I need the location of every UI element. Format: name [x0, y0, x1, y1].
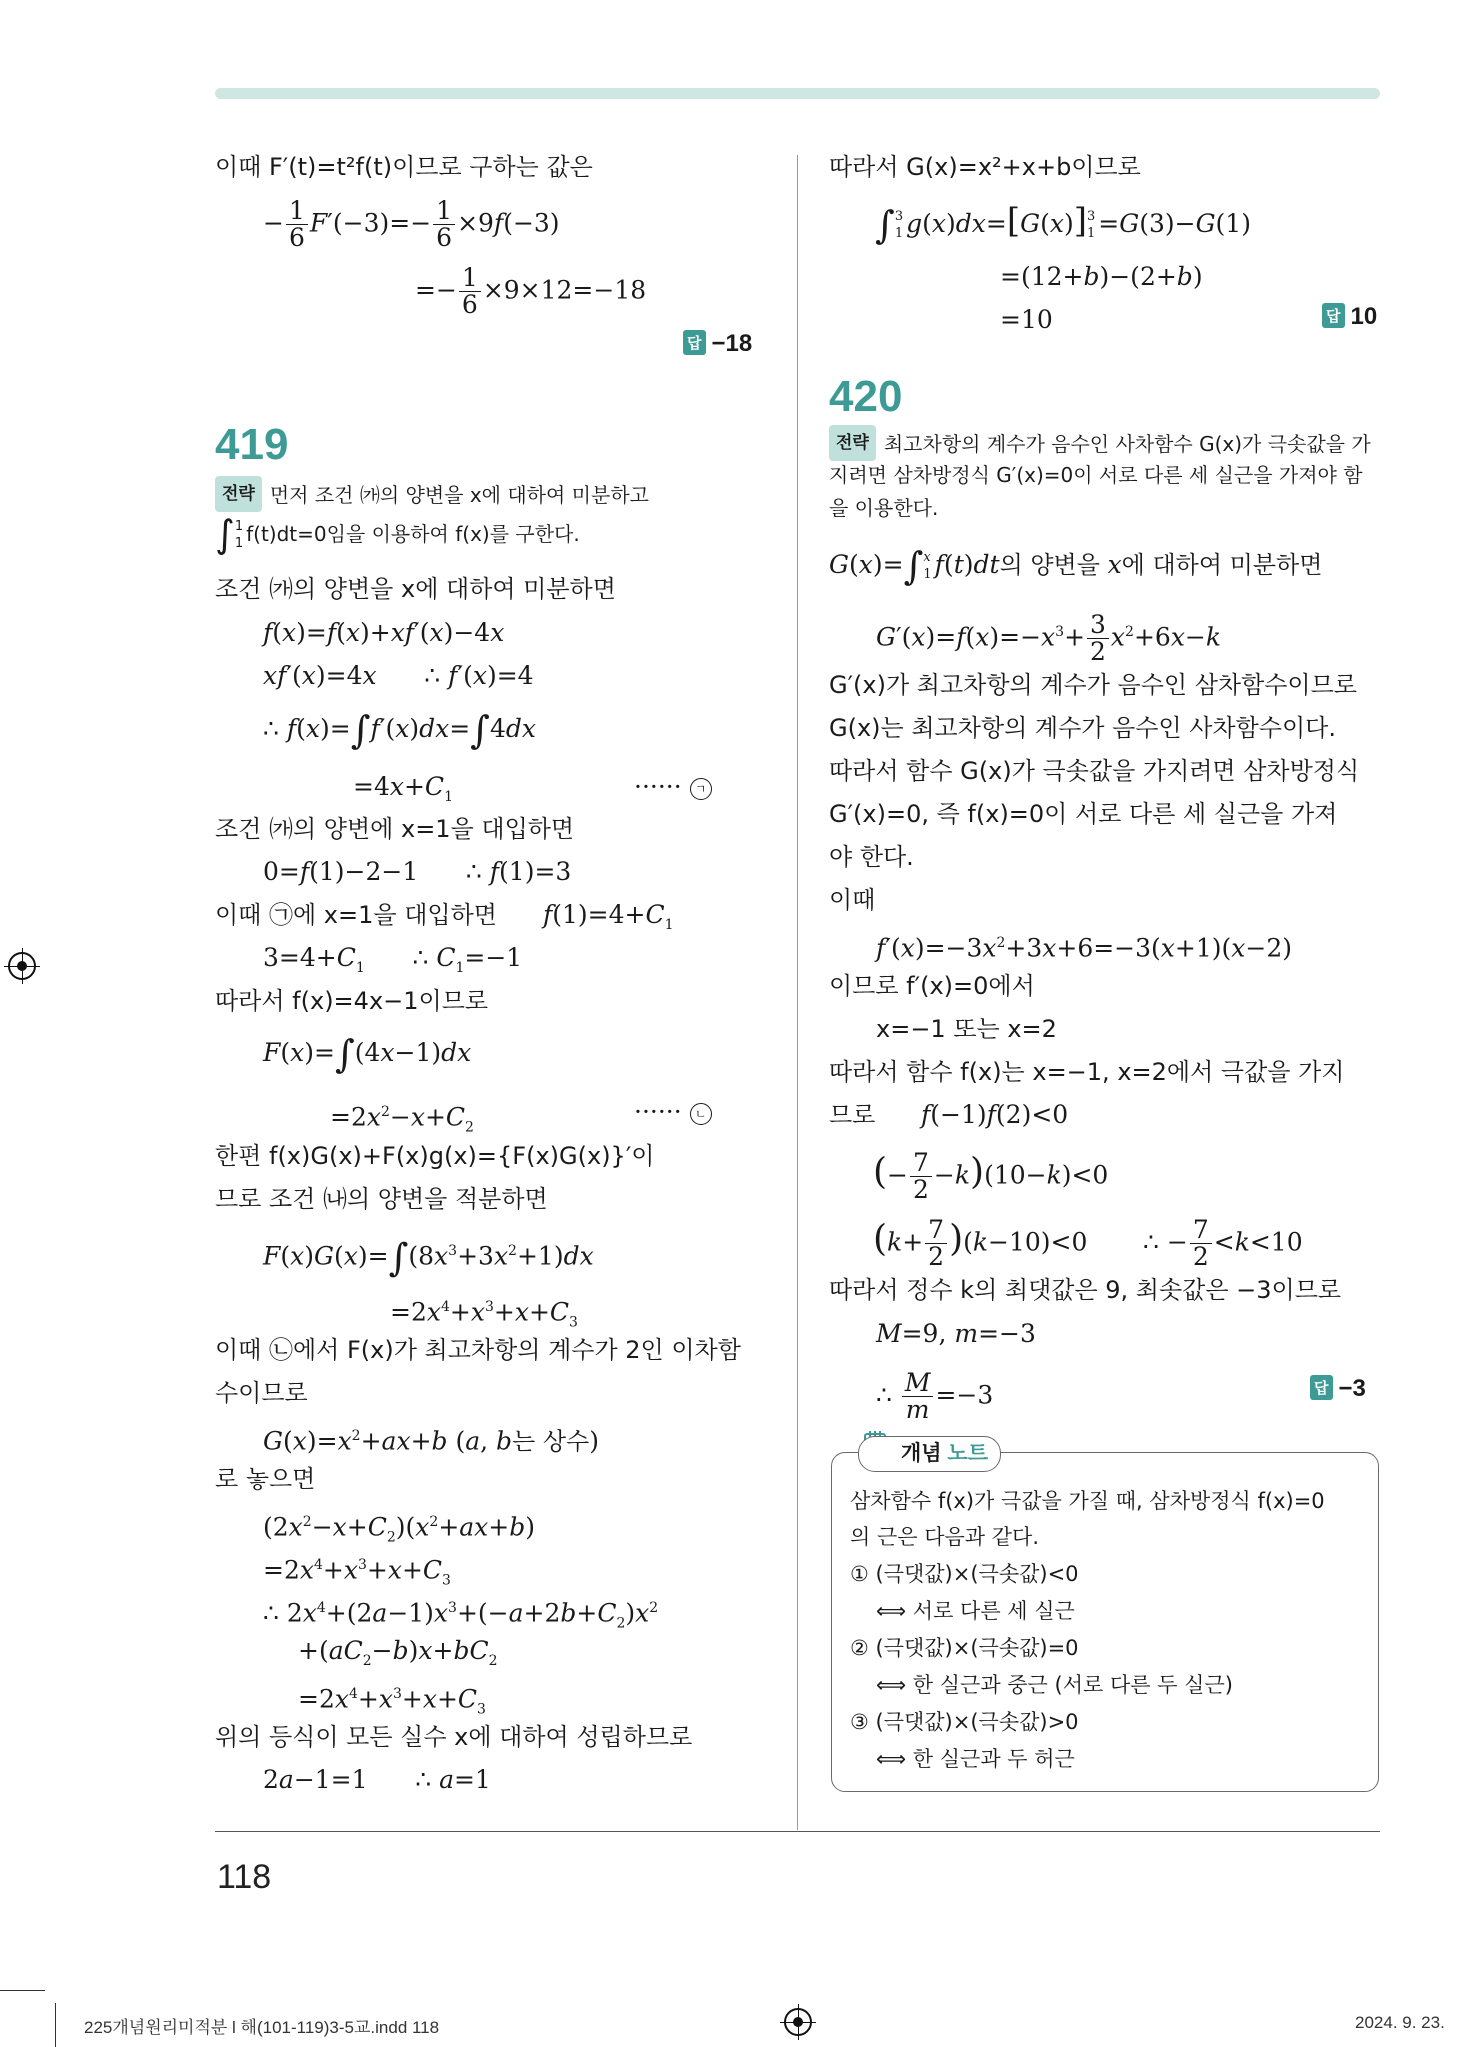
l419-16: $F(x)G(x)=\int(8x^3+3x^2+1)dx$ — [263, 1235, 594, 1280]
answer-badge: 답 — [1310, 1375, 1333, 1400]
l419-24: $+(aC_2-b)x+bC_2$ — [298, 1636, 498, 1669]
l419-15a: 한편 f(x)G(x)+F(x)g(x)={F(x)G(x)}′이 — [215, 1142, 655, 1170]
l419-10-eq: $f(1)=4+C_1$ — [543, 900, 674, 933]
strategy-419-line2: ∫ 1 1 f(t)dt=0임을 이용하여 f(x)를 구한다. — [215, 512, 580, 556]
l419-14-mark: ······ ㄴ — [634, 1095, 712, 1129]
p420-10: 따라서 함수 f(x)는 x=−1, x=2에서 극값을 가지 — [829, 1058, 1345, 1086]
p420-15: M=9, m=−3 — [876, 1319, 1036, 1348]
l419-11: $3=4+C_1$ ∴ $C_1=-1$ — [263, 943, 523, 976]
footer-date: 2024. 9. 23. — [1355, 2013, 1445, 2032]
p420-16: ∴ $\frac{M}{m}$ =−3 — [876, 1368, 994, 1425]
p420-1: G′(x)가 최고차항의 계수가 음수인 삼차함수이므로 — [829, 671, 1357, 699]
crop-mark-v — [55, 2003, 56, 2047]
problem-number-419: 419 — [215, 420, 289, 469]
note-item1b: ⟺ 서로 다른 세 실근 — [876, 1599, 1075, 1623]
left-top-eq1: − $\frac{1}{6}$ F′(−3)=− $\frac{1}{6}$ ×9f(−3) — [263, 196, 560, 253]
l419-8: 조건 ㈎의 양변에 x=1을 대입하면 — [215, 815, 575, 843]
strategy-420-line3: 을 이용한다. — [829, 496, 939, 520]
right-top-eq3: =10 — [1000, 305, 1053, 334]
note-item2b: ⟺ 한 실근과 중근 (서로 다른 두 실근) — [876, 1673, 1233, 1697]
p420-8: 이므로 f′(x)=0에서 — [829, 972, 1035, 1000]
l419-25: $=2x^4+x^3+x+C_3$ — [298, 1684, 486, 1718]
l419-5: $=4x+C_1$ — [353, 772, 453, 805]
p420-5: 야 한다. — [829, 843, 914, 871]
l419-1: 조건 ㈎의 양변을 x에 대하여 미분하면 — [215, 575, 616, 603]
p420-13: (k+ $\frac{7}{2}$ )(k−10)<0 ∴ − $\frac{7}{2}$ <k<10 — [873, 1215, 1303, 1272]
note-item3b: ⟺ 한 실근과 두 허근 — [876, 1747, 1075, 1771]
answer-badge: 답 — [1322, 303, 1345, 328]
l419-17: $=2x^4+x^3+x+C_3$ — [390, 1297, 578, 1331]
l419-26: 위의 등식이 모든 실수 x에 대하여 성립하므로 — [215, 1723, 693, 1751]
p420-3: 따라서 함수 G(x)가 극솟값을 가지려면 삼차방정식 — [829, 757, 1360, 785]
p420-6: 이때 — [829, 886, 876, 914]
l419-23: ∴ $2x^4+(2a-1)x^3+(-a+2b+C_2)x^2$ — [263, 1598, 659, 1632]
strategy-badge: 전략 — [829, 425, 876, 461]
l419-3: xf′(x)=4x ∴ f′(x)=4 — [263, 661, 534, 690]
note-line1: 삼차함수 f(x)가 극값을 가질 때, 삼차방정식 f(x)=0 — [850, 1489, 1325, 1513]
p420-answer — [1310, 1375, 1366, 1403]
page-number: 118 — [217, 1858, 272, 1896]
column-divider — [797, 155, 798, 1830]
answer-value: −3 — [1338, 1375, 1366, 1402]
strategy-419-line1 — [215, 476, 649, 512]
l419-13: F(x)=∫(4x−1)dx — [263, 1032, 472, 1076]
crop-mark-h — [0, 1990, 45, 1991]
l419-10: 이때 ㉠에 x=1을 대입하면 — [215, 901, 497, 929]
l419-5-mark: ······ ㄱ — [634, 770, 712, 804]
l419-4: ∴ f(x)=∫f′(x)dx=∫4dx — [263, 708, 536, 752]
l419-22: $=2x^4+x^3+x+C_3$ — [263, 1555, 451, 1589]
p420-14: 따라서 정수 k의 최댓값은 9, 최솟값은 −3이므로 — [829, 1276, 1342, 1304]
concept-note-title — [858, 1436, 1001, 1472]
p420-11-eq: f(−1)f(2)<0 — [921, 1100, 1069, 1129]
left-top-eq2: =− $\frac{1}{6}$ ×9×12=−18 — [415, 263, 647, 320]
strategy-420-line1 — [829, 425, 1371, 461]
answer-value: 10 — [1350, 303, 1378, 330]
strategy-text: 먼저 조건 ㈎의 양변을 x에 대하여 미분하고 — [269, 483, 649, 507]
l419-19: $G(x)=x^2+ax+b$ (a, b는 상수) — [263, 1426, 600, 1456]
answer-badge: 답 — [683, 330, 706, 355]
l419-12: 따라서 f(x)=4x−1이므로 — [215, 987, 489, 1015]
note-line2: 의 근은 다음과 같다. — [850, 1525, 1039, 1549]
note-item2: ② (극댓값)×(극솟값)=0 — [850, 1636, 1079, 1660]
left-top-intro: 이때 F′(t)=t²f(t)이므로 구하는 값은 — [215, 153, 593, 181]
l419-15b: 므로 조건 ㈏의 양변을 적분하면 — [215, 1185, 548, 1213]
registration-mark-bottom — [784, 2008, 812, 2036]
p420-g-def: G(x)=∫ x 1 f(t)dt의 양변을 x에 대하여 미분하면 — [829, 544, 1323, 588]
note-title-part1: 개념 — [901, 1442, 942, 1465]
strategy-text: f(t)dt=0임을 이용하여 f(x)를 구한다. — [246, 522, 580, 546]
strategy-text: 최고차항의 계수가 음수인 사차함수 G(x)가 극솟값을 가 — [883, 432, 1371, 456]
p420-4: G′(x)=0, 즉 f(x)=0이 서로 다른 세 실근을 가져 — [829, 800, 1338, 828]
p420-gprime: $G'(x)=f(x)=-x^3+$ $\frac{3}{2}$ $x^2+6x-k$ — [876, 610, 1222, 667]
l419-9: 0=f(1)−2−1 ∴ f(1)=3 — [263, 857, 572, 886]
answer-value: −18 — [711, 330, 753, 357]
strategy-420-line2: 지려면 삼차방정식 G′(x)=0이 서로 다른 세 실근을 가져야 함 — [829, 463, 1363, 487]
l419-27: 2a−1=1 ∴ a=1 — [263, 1765, 491, 1794]
problem-number-420: 420 — [829, 372, 903, 421]
p420-12: (− $\frac{7}{2}$ −k)(10−k)<0 — [873, 1148, 1109, 1205]
p420-11: 므로 — [829, 1101, 876, 1129]
p420-7: $f'(x)=-3x^2+3x+6=-3(x+1)(x-2)$ — [876, 933, 1292, 963]
p420-9: x=−1 또는 x=2 — [876, 1015, 1057, 1043]
right-top-eq1: ∫ 3 1 g(x)dx=[G(x)] 3 1 =G(3)−G(1) — [875, 201, 1251, 247]
right-top-answer — [1322, 303, 1377, 331]
registration-mark-left — [8, 952, 36, 980]
l419-21: $(2x^2-x+C_2)(x^2+ax+b)$ — [263, 1512, 536, 1546]
note-item1: ① (극댓값)×(극솟값)<0 — [850, 1562, 1079, 1586]
note-item3: ③ (극댓값)×(극솟값)>0 — [850, 1710, 1079, 1734]
l419-18b: 수이므로 — [215, 1379, 308, 1407]
right-top-eq2: =(12+b)−(2+b) — [1000, 262, 1203, 291]
bottom-divider — [215, 1831, 1380, 1832]
strategy-badge: 전략 — [215, 476, 262, 512]
top-decor-bar — [215, 88, 1380, 99]
l419-14: $=2x^2-x+C_2$ — [330, 1102, 474, 1136]
l419-18a: 이때 ㉡에서 F(x)가 최고차항의 계수가 2인 이차함 — [215, 1336, 741, 1364]
p420-2: G(x)는 최고차항의 계수가 음수인 사차함수이다. — [829, 714, 1336, 742]
left-top-answer — [683, 330, 752, 358]
l419-20: 로 놓으면 — [215, 1465, 316, 1493]
note-title-part2: 노트 — [947, 1442, 988, 1465]
l419-2: f(x)=f(x)+xf′(x)−4x — [263, 618, 505, 647]
right-top-intro: 따라서 G(x)=x²+x+b이므로 — [829, 153, 1141, 181]
footer-file-info: 225개념원리미적분 l 해(101-119)3-5교.indd 118 — [84, 2018, 440, 2037]
